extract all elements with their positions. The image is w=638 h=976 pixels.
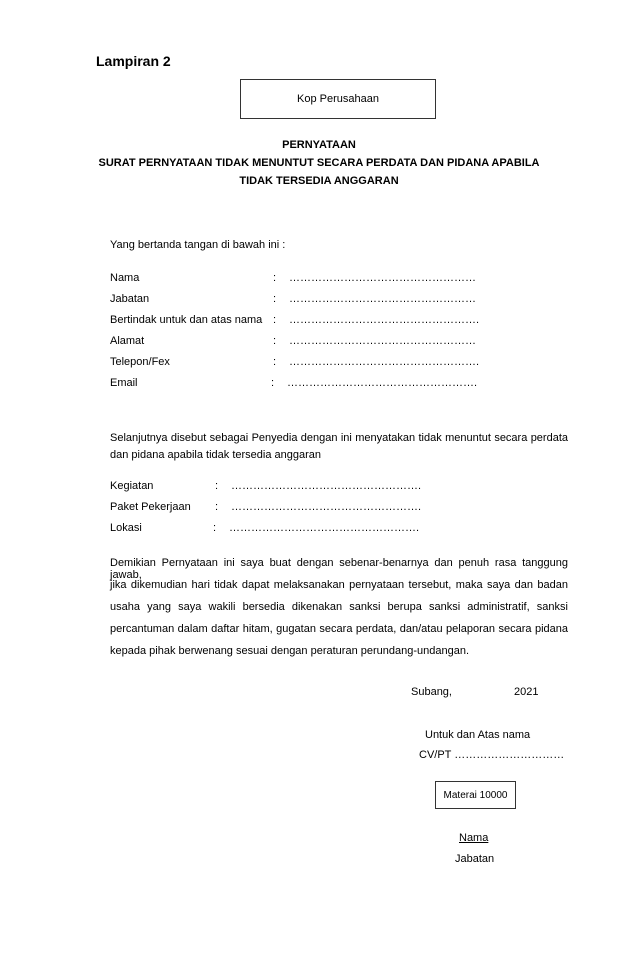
field-value-nama: …………………………………………… (289, 272, 476, 284)
field-sep: : (273, 272, 277, 284)
field-label-nama: Nama (110, 272, 140, 284)
title-line-2: SURAT PERNYATAAN TIDAK MENUNTUT SECARA PERDATA DAN PIDANA APABILA (98, 157, 540, 169)
field-value-telepon: ……………………………………………. (289, 356, 480, 368)
field-sep: : (273, 356, 277, 368)
signer-name: Nama (459, 832, 489, 844)
stamp-duty-label: Materai 10000 (443, 789, 508, 801)
attachment-label: Lampiran 2 (96, 53, 171, 69)
field-label-kegiatan: Kegiatan (110, 480, 154, 492)
field-sep: : (273, 314, 277, 326)
field-label-paket: Paket Pekerjaan (110, 501, 191, 513)
field-sep: : (273, 335, 277, 347)
field-sep: : (215, 480, 219, 492)
field-label-jabatan: Jabatan (110, 293, 150, 305)
paragraph-2-line-2: jika dikemudian hari tidak dapat melaksanakan pernyataan tersebut, maka saya dan badan (110, 579, 568, 591)
signature-city: Subang, (411, 686, 452, 698)
paragraph-2-line-1: Demikian Pernyataan ini saya buat dengan sebenar-benarnya dan penuh rasa tanggung jawab, (110, 557, 568, 581)
field-sep: : (271, 377, 275, 389)
paragraph-2-line-5: kepada pihak berwenang sesuai dengan peraturan perundang-undangan. (110, 645, 470, 657)
field-value-lokasi: ……………………………………………. (229, 522, 420, 534)
intro-text: Yang bertanda tangan di bawah ini : (110, 239, 286, 251)
signature-year: 2021 (514, 686, 539, 698)
paragraph-1-line-2: dan pidana apabila tidak tersedia anggaran (110, 449, 321, 461)
paragraph-2-line-4: percantuman dalam daftar hitam, gugatan secara perdata, dan/atau pelaporan secara pidana (110, 623, 568, 635)
company-line: CV/PT ………………………… (419, 749, 565, 761)
title-line-1: PERNYATAAN (282, 139, 356, 151)
paragraph-2-line-3: usaha yang saya wakili bersedia dikenakan sanksi berupa sanksi administratif, sanksi (110, 601, 568, 613)
letterhead-label: Kop Perusahaan (297, 93, 379, 105)
field-value-paket: ……………………………………………. (231, 501, 422, 513)
title-line-3: TIDAK TERSEDIA ANGGARAN (239, 175, 399, 187)
stamp-duty-box (435, 781, 516, 809)
field-label-bertindak: Bertindak untuk dan atas nama (110, 314, 263, 326)
on-behalf-label: Untuk dan Atas nama (425, 729, 531, 741)
field-value-alamat: …………………………………………… (289, 335, 476, 347)
field-value-email: ……………………………………………. (287, 377, 478, 389)
paragraph-1-line-1: Selanjutnya disebut sebagai Penyedia dengan ini menyatakan tidak menuntut secara perdata (110, 432, 568, 444)
field-label-telepon: Telepon/Fex (110, 356, 170, 368)
field-sep: : (215, 501, 219, 513)
field-label-alamat: Alamat (110, 335, 145, 347)
signer-position: Jabatan (455, 853, 495, 865)
field-label-email: Email (110, 377, 138, 389)
field-value-jabatan: …………………………………………… (289, 293, 476, 305)
field-sep: : (213, 522, 217, 534)
letterhead-box (240, 79, 436, 119)
field-label-lokasi: Lokasi (110, 522, 142, 534)
field-sep: : (273, 293, 277, 305)
field-value-kegiatan: ……………………………………………. (231, 480, 422, 492)
field-value-bertindak: ……………………………………………. (289, 314, 480, 326)
